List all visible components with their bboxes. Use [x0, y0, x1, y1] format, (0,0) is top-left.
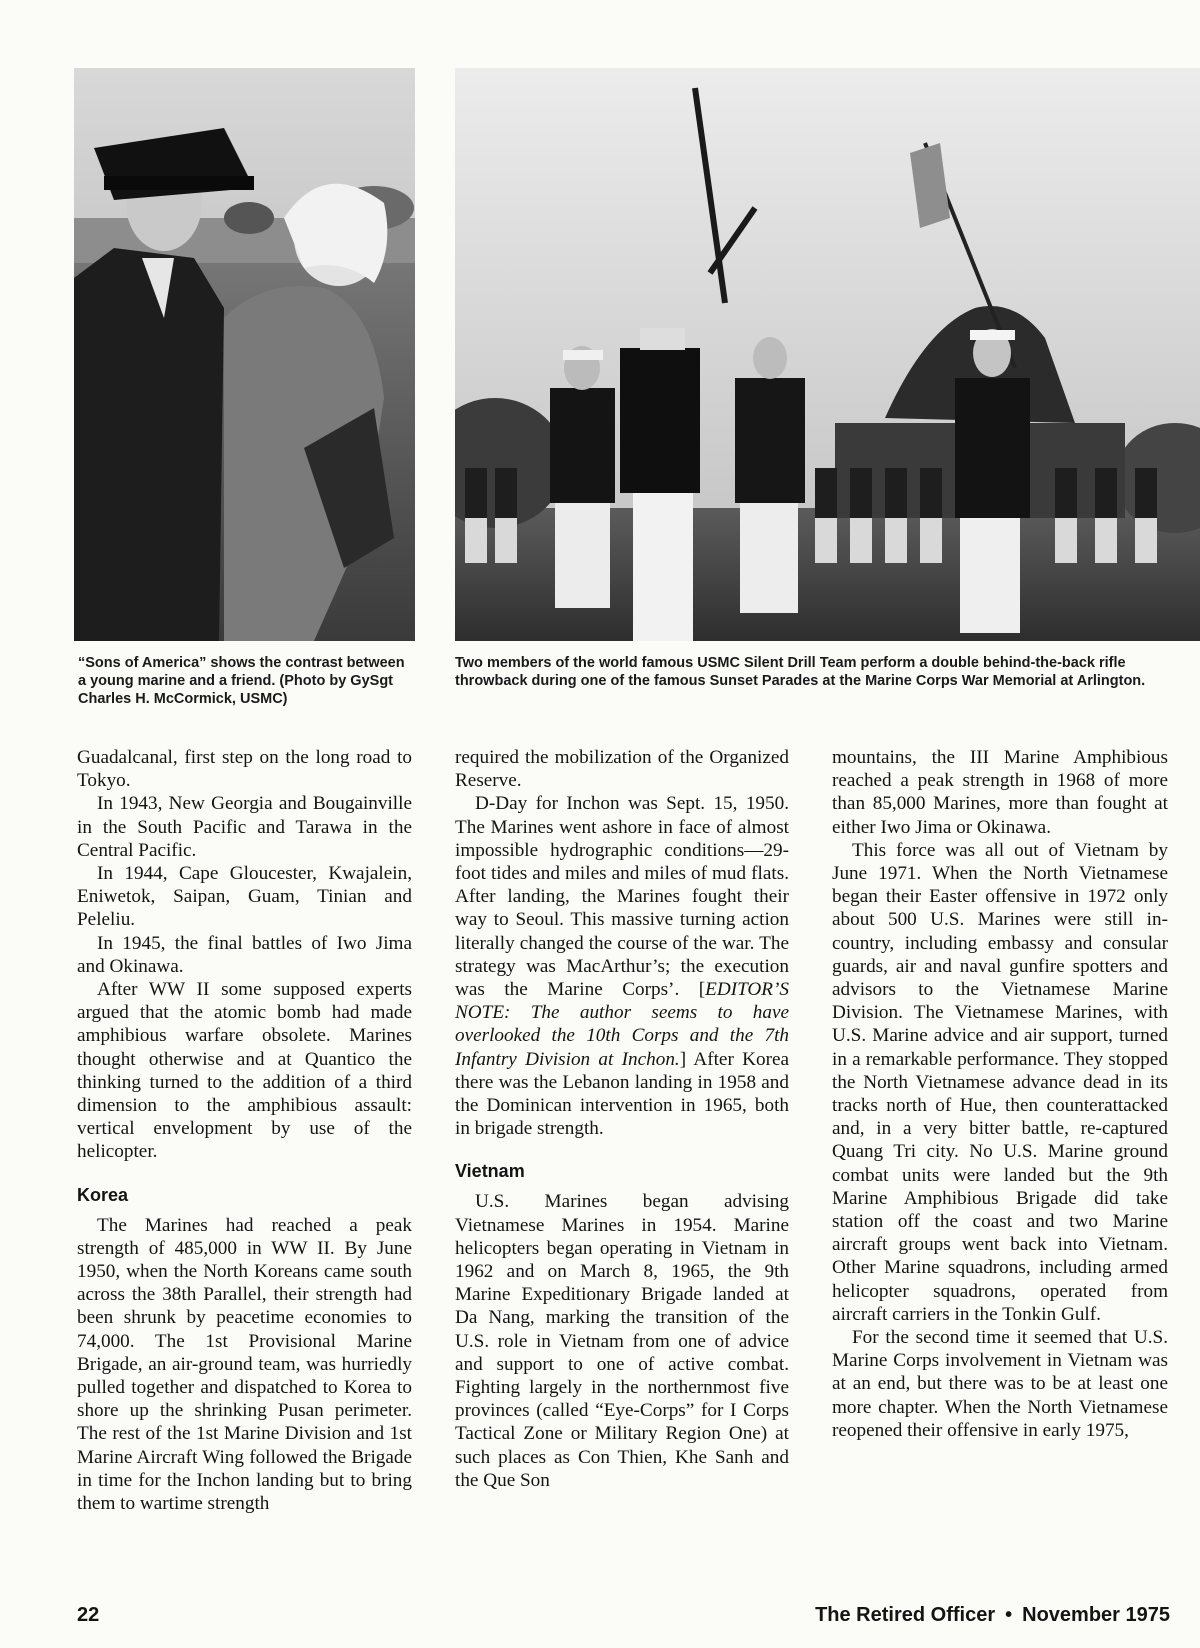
photo-caption-left: “Sons of America” shows the contrast between a young marine and a friend. (Photo by GySgt Charles H. McCormick, USMC): [78, 655, 405, 707]
section-heading-korea: Korea: [77, 1184, 129, 1205]
publication-footer: [815, 1604, 1170, 1627]
publication-date: November 1975: [1022, 1604, 1170, 1626]
paragraph: U.S. Marines began advising Vietnamese Marines in 1954. Marine helicopters began operating in Vietnam in 1962 and on March 8, 1965, the 9th Marine Expeditionary Brigade landed at Da Nang, marking the transition of the U.S. role in Vietnam from one of advice and support to one of active combat. Fighting largely in the northernmost five provinces (called “Eye-Corps” for I Corps Tactical Zone or Military Region One) at such places as Con Thien, Khe Sanh and the Que Son: [455, 1191, 789, 1491]
paragraph: This force was all out of Vietnam by June 1971. When the North Vietnamese began their Easter offensive in 1972 only about 500 U.S. Marines were still in-country, including embassy and consular guards, air and naval gunfire spotters and advisors to the Vietnamese Marine Division. The Vietnamese Marines, with U.S. Marine advice and air support, turned in a remarkable performance. They stopped the North Vietnamese advance dead in its tracks north of Hue, then counterattacked and, in a very bitter battle, re-captured Quang Tri city. No U.S. Marine ground combat units were landed but the 9th Marine Amphibious Brigade did take station off the coast and two Marine aircraft groups went back into Vietnam. Other Marine squadrons, including armed helicopter squadrons, operated from aircraft carriers in the Tonkin Gulf.: [832, 839, 1168, 1325]
paragraph: For the second time it seemed that U.S. Marine Corps involvement in Vietnam was at an end, but there was to be at least one more chapter. When the North Vietnamese reopened their offensive in early 1975,: [832, 1327, 1168, 1441]
footer-separator: •: [1005, 1604, 1013, 1626]
paragraph-text: D-Day for Inchon was Sept. 15, 1950. The Marines went ashore in face of almost impossible hydrographic conditions—29-foot tides and miles and miles of mud flats. After landing, the Marines fought their way to Seoul. This massive turning action literally changed the course of the war. The strategy was MacArthur’s; the execution was the Marine Corps’. [: [455, 793, 789, 1001]
editors-note: EDITOR’S NOTE: The author seems to have overlooked the 10th Corps and the 7th Infantry Division at Inchon.: [455, 979, 789, 1070]
photo-silent-drill-team-illustration: [455, 68, 1200, 641]
paragraph: Guadalcanal, first step on the long road to Tokyo.: [77, 747, 412, 792]
paragraph: The Marines had reached a peak strength of 485,000 in WW II. By June 1950, when the North Koreans came south across the 38th Parallel, their strength had been shrunk by peacetime economies to 74,000. The 1st Provisional Marine Brigade, an air-ground team, was hurriedly pulled together and dispatched to Korea to shore up the shrinking Pusan perimeter. The rest of the 1st Marine Division and 1st Marine Aircraft Wing followed the Brigade in time for the Inchon landing but to bring them to wartime strength: [77, 1214, 412, 1515]
paragraph: In 1944, Cape Gloucester, Kwajalein, Eniwetok, Saipan, Guam, Tinian and Peleliu.: [77, 863, 412, 931]
paragraph: [455, 792, 789, 1140]
paragraph: required the mobilization of the Organized Reserve.: [455, 747, 789, 792]
page-number: 22: [77, 1604, 100, 1626]
article-column-3: [832, 746, 1168, 1442]
photo-silent-drill-team: [455, 68, 1200, 641]
article-column-2: [455, 746, 789, 1492]
section-heading-vietnam: Vietnam: [455, 1161, 525, 1182]
photo-caption-right: Two members of the world famous USMC Silent Drill Team perform a double behind-the-back rifle throwback during one of the famous Sunset Parades at the Marine Corps War Memorial at Arlington.: [455, 655, 1146, 689]
paragraph: In 1943, New Georgia and Bougainville in the South Pacific and Tarawa in the Central Pacific.: [77, 793, 412, 861]
article-column-1: [77, 746, 412, 1515]
paragraph: In 1945, the final battles of Iwo Jima and Okinawa.: [77, 932, 412, 977]
paragraph: After WW II some supposed experts argued that the atomic bomb had made amphibious warfare obsolete. Marines thought otherwise and at Quantico the thinking turned to the addition of a third dimension to the amphibious assault: vertical envelopment by use of the helicopter.: [77, 979, 412, 1163]
photo-marine-and-friend-illustration: [74, 68, 415, 641]
publication-title: The Retired Officer: [815, 1604, 996, 1626]
photo-marine-and-friend: [74, 68, 415, 641]
paragraph: mountains, the III Marine Amphibious reached a peak strength in 1968 of more than 85,000 Marines, more than fought at either Iwo Jima or Okinawa.: [832, 747, 1168, 838]
paragraph-text: ] After Korea there was the Lebanon landing in 1958 and the Dominican intervention in 1965, both in brigade strength.: [455, 1048, 790, 1140]
